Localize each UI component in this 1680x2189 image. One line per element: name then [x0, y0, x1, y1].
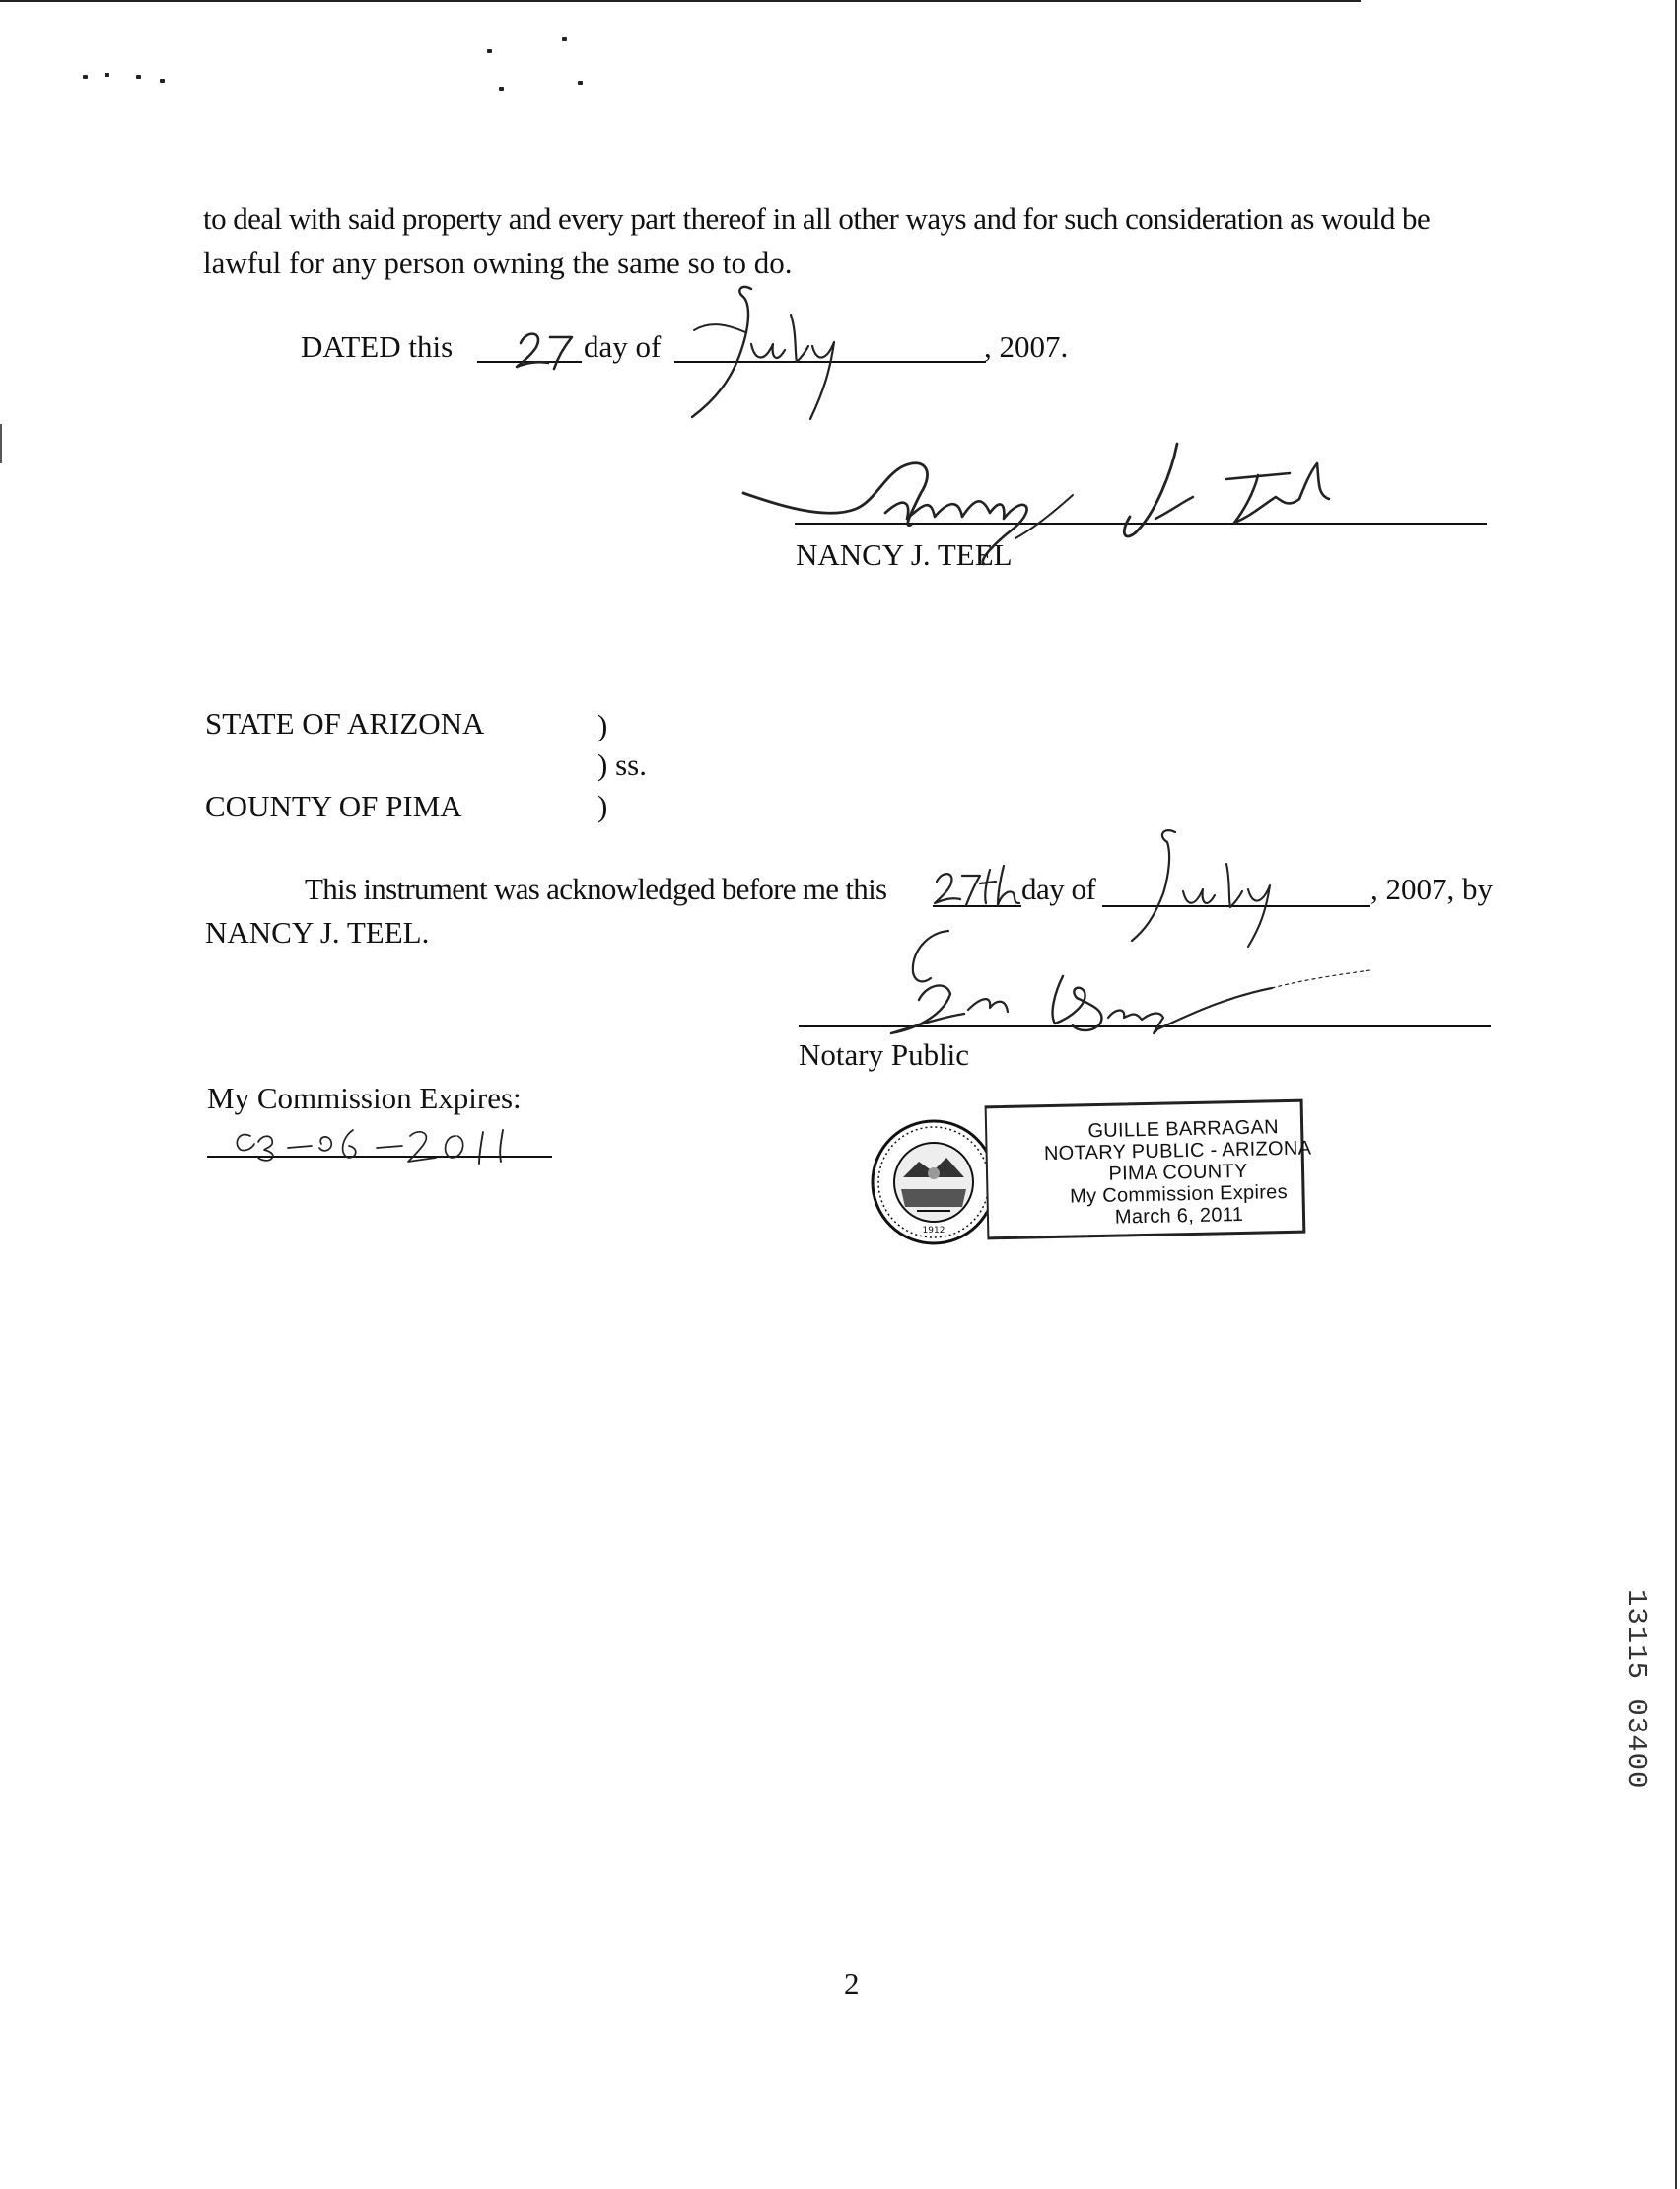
- handwritten-day-27: [513, 325, 582, 375]
- page-number: 2: [844, 1966, 860, 2001]
- scan-speck: [578, 81, 583, 85]
- dated-year: , 2007.: [984, 329, 1069, 364]
- ack-text: This instrument was acknowledged before me this: [305, 872, 887, 906]
- scan-speck: [83, 75, 88, 79]
- page-edge: [1675, 0, 1677, 2189]
- signature-nancy-teel: [737, 434, 1378, 582]
- venue-ss: ) ss.: [597, 747, 647, 782]
- stamp-expires-label: My Commission Expires: [1069, 1180, 1289, 1208]
- stamp-name: GUILLE BARRAGAN: [1087, 1116, 1280, 1143]
- stamp-expires-date: March 6, 2011: [1114, 1203, 1244, 1229]
- body-line-2: lawful for any person owning the same so to do.: [203, 246, 793, 280]
- stamp-county: PIMA COUNTY: [1108, 1160, 1248, 1185]
- commission-label: My Commission Expires:: [207, 1081, 522, 1115]
- dated-day-of: day of: [584, 329, 662, 364]
- handwritten-day-27th: [931, 864, 1029, 913]
- recording-number: 13115 03400: [1620, 1589, 1652, 1790]
- scan-speck: [160, 79, 165, 83]
- page-edge: [0, 0, 1361, 2]
- signer-name: NANCY J. TEEL: [796, 537, 1013, 572]
- notary-label: Notary Public: [799, 1037, 970, 1072]
- page-edge: [0, 424, 2, 463]
- ack-name: NANCY J. TEEL.: [205, 915, 430, 950]
- arizona-seal-icon: [868, 1116, 1000, 1248]
- venue-paren-top: ): [597, 708, 608, 742]
- dated-prefix: DATED this: [301, 329, 454, 364]
- signature-notary: [848, 923, 1380, 1041]
- svg-text:1912: 1912: [922, 1226, 945, 1236]
- notary-stamp: [985, 1099, 1312, 1240]
- scan-speck: [487, 49, 492, 53]
- stamp-title: NOTARY PUBLIC - ARIZONA: [1043, 1137, 1312, 1165]
- handwritten-commission-date: [227, 1122, 552, 1169]
- ack-year-by: , 2007, by: [1370, 872, 1493, 906]
- scan-speck: [499, 87, 504, 91]
- body-line-1: to deal with said property and every part thereof in all other ways and for such consideration as would be: [203, 201, 1431, 236]
- ack-day-of: day of: [1021, 872, 1096, 906]
- venue-county: COUNTY OF PIMA: [205, 789, 462, 823]
- venue-paren-bottom: ): [597, 789, 608, 823]
- venue-state: STATE OF ARIZONA: [205, 706, 485, 741]
- scan-speck: [562, 37, 567, 41]
- scan-speck: [136, 75, 141, 79]
- scan-speck: [105, 73, 109, 77]
- handwritten-month-july: [680, 281, 858, 429]
